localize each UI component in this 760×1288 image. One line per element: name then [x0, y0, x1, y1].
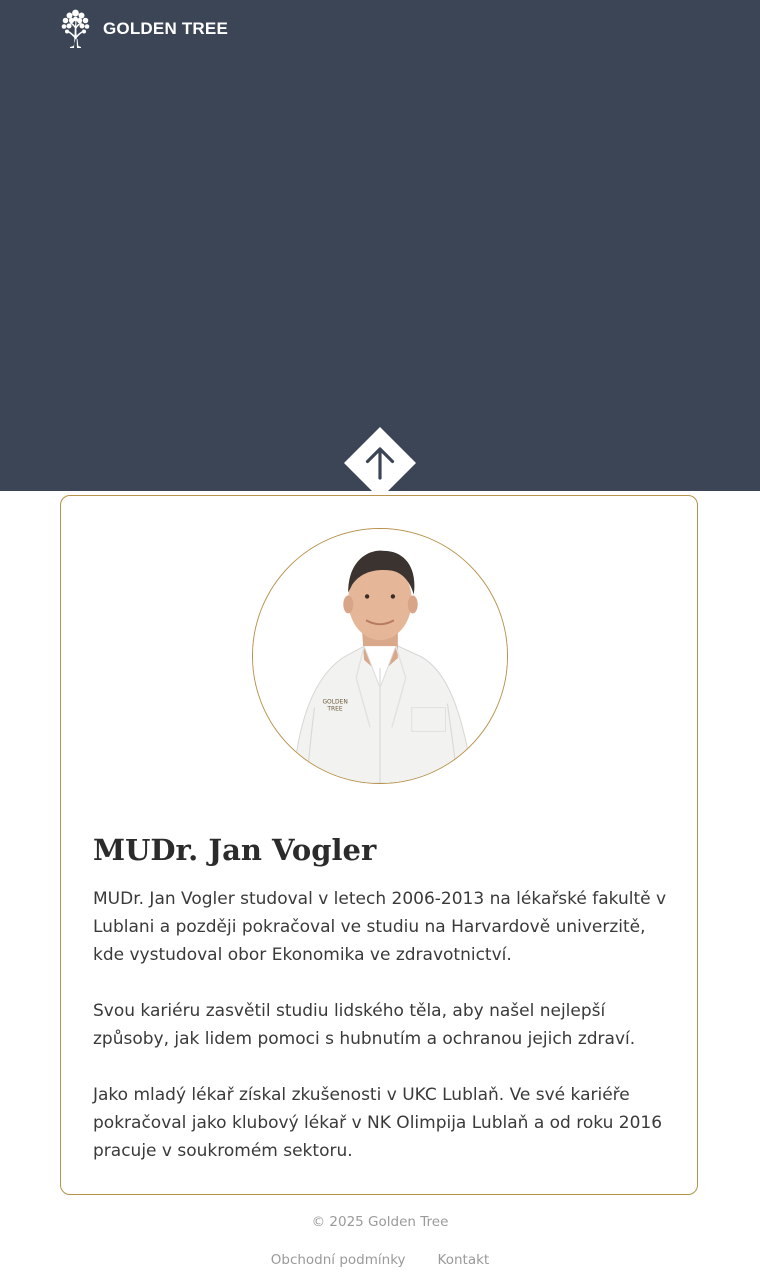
svg-text:GOLDEN: GOLDEN — [322, 698, 348, 706]
svg-text:TREE: TREE — [327, 705, 343, 713]
brand-name: GOLDEN TREE — [103, 18, 228, 38]
contact-link[interactable]: Kontakt — [437, 1252, 490, 1268]
profile-card — [60, 495, 698, 1195]
doctor-name: MUDr. Jan Vogler — [93, 833, 377, 867]
hero-banner — [0, 0, 760, 491]
doctor-bio — [93, 885, 683, 1193]
brand-logo[interactable] — [60, 8, 228, 48]
bio-paragraph: Jako mladý lékař získal zkušenosti v UKC Lublaň. Ve své kariéře pokračoval jako klubový lékař v NK Olimpija Lublaň a od roku 2016 pracuje v soukromém sektoru. — [93, 1085, 663, 1161]
bio-paragraph: MUDr. Jan Vogler studoval v letech 2006-2013 na lékařské fakultě v Lublani a později pokračoval ve studiu na Harvardově univerzitě, kde vystudoval obor Ekonomika ve zdravotnictví. — [93, 889, 667, 965]
arrow-up-icon — [344, 427, 416, 499]
copyright-text: © 2025 Golden Tree — [311, 1214, 449, 1230]
doctor-portrait — [252, 528, 508, 784]
scroll-up-button[interactable] — [344, 427, 416, 499]
terms-link[interactable]: Obchodní podmínky — [270, 1252, 406, 1268]
tree-icon — [60, 8, 91, 48]
bio-paragraph: Svou kariéru zasvětil studiu lidského těla, aby našel nejlepší způsoby, jak lidem pomoci s hubnutím a ochranou jejich zdraví. — [93, 1001, 636, 1049]
footer-nav — [0, 1252, 760, 1268]
